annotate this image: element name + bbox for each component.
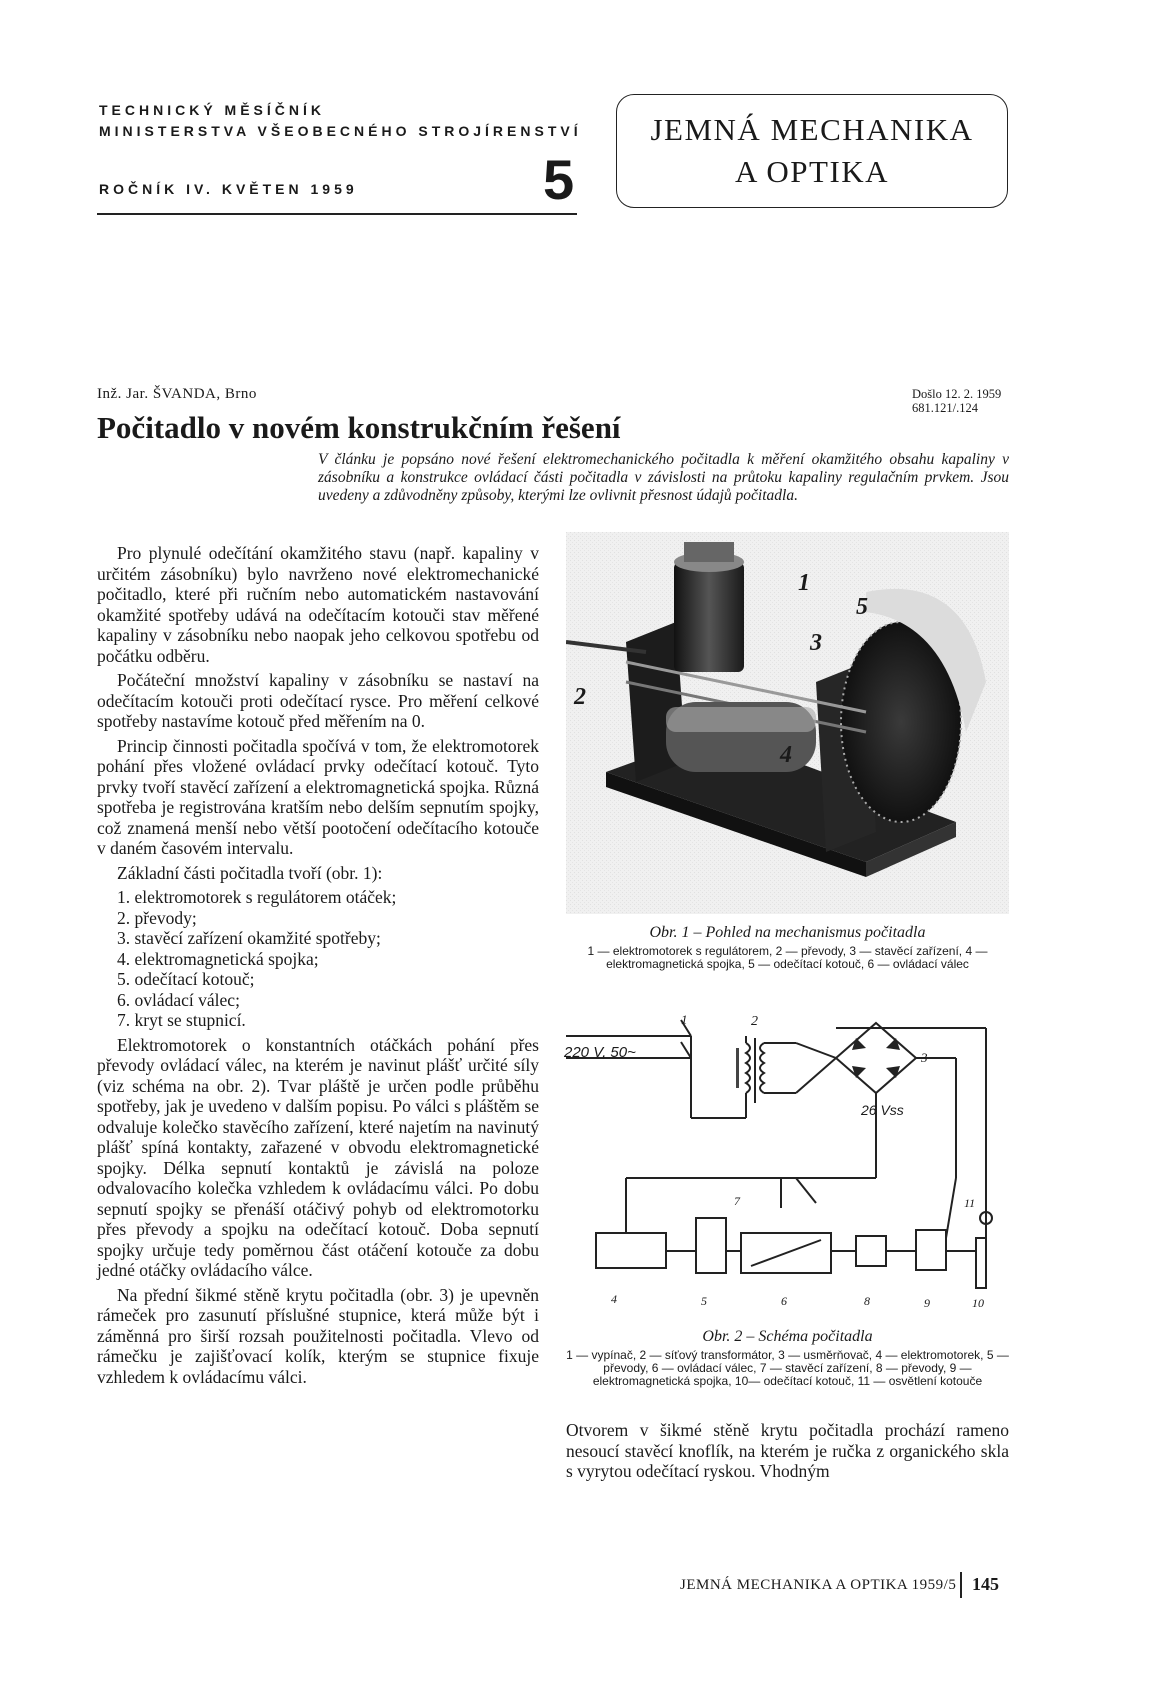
article-title: Počitadlo v novém konstrukčním řešení bbox=[97, 410, 621, 445]
right-column bbox=[566, 1420, 1009, 1486]
fig1-label-2: 2 bbox=[574, 684, 586, 710]
schem-num-6: 6 bbox=[781, 1294, 787, 1308]
schem-num-7: 7 bbox=[734, 1194, 740, 1208]
figure1-caption-title: Obr. 1 – Pohled na mechanismus počitadla bbox=[649, 924, 926, 941]
fig1-label-5: 5 bbox=[856, 594, 868, 620]
schem-num-1: 1 bbox=[681, 1012, 688, 1027]
figure1-caption-legend: 1 — elektromotorek s regulátorem, 2 — převody, 3 — stavěcí zařízení, 4 — elektromagnetická spojka, 5 — odečítací kotouč, 6 — ovládací válec bbox=[587, 944, 988, 971]
list-item: 5. odečítací kotouč; bbox=[117, 969, 255, 989]
article-abstract: V článku je popsáno nové řešení elektromechanického počitadla k měření okamžitého obsahu kapaliny v zásobníku a konstrukce ovládací části počitadla v závislosti na průtoku kapaliny regulačním prvkem. Jsou uvedeny a zdůvodněny způsoby, kterými lze ovlivnit přesnost údajů počitadla. bbox=[318, 451, 1009, 504]
schem-num-5: 5 bbox=[701, 1294, 707, 1308]
paragraph: Pro plynulé odečítání okamžitého stavu (např. kapaliny v určitém zásobníku) bylo navrženo nové elektromechanické počitadlo, které při ručním nebo automatickém nastavování okamžité spotřeby udává na odečítacím kotouči stav měřené kapaliny v zásobníku nebo naopak jeho celkovou spotřebu od počátku odběru. bbox=[97, 543, 539, 666]
list-item: 7. kryt se stupnicí. bbox=[117, 1010, 246, 1030]
schem-num-9: 9 bbox=[924, 1296, 930, 1310]
list-item: 6. ovládací válec; bbox=[117, 989, 240, 1010]
masthead-line1: TECHNICKÝ MĚSÍČNÍK bbox=[99, 102, 326, 118]
issue-number: 5 bbox=[543, 148, 575, 211]
schem-num-4: 4 bbox=[611, 1292, 617, 1306]
paragraph: Princip činnosti počitadla spočívá v tom, že elektromotorek pohání přes vložené ovládací prvky odečítací kotouč. Tyto prvky tvoří stavěcí zařízení a elektromagnetická spojka. Různá spotřeba je registrována kratším nebo delším sepnutím spojky, což znamená menší nebo větší pootočení odečítacího kotouče v daném časovém intervalu. bbox=[97, 735, 539, 858]
schem-num-11: 11 bbox=[964, 1196, 976, 1210]
list-item: 4. elektromagnetická spojka; bbox=[117, 948, 319, 969]
journal-title-line2: A OPTIKA bbox=[734, 154, 890, 189]
left-column bbox=[97, 543, 539, 1391]
paragraph: Počáteční množství kapaliny v zásobníku se nastaví na odečítacím kotouči proti odečítací rysce. Pro měření celkové spotřeby nastavíme kotouč před měřením na 0. bbox=[97, 670, 539, 731]
schem-num-8: 8 bbox=[864, 1294, 870, 1308]
paragraph: Elektromotorek o konstantních otáčkách pohání přes převody ovládací válec, na kterém je navinut plášť určité síly (viz schéma na obr. 2). Tvar pláště je určen podle průběhu spotřeby, jak je uvedeno v dalším popisu. Po válci s pláštěm se odvaluje kolečko stavěcího zařízení, které najetím na navinutý plášť spíná kontakty, zařazené v obvodu elektromagnetické spojky. Délka sepnutí kontaktů je závislá na poloze odvalovacího kolečka vzhledem k ovládacímu válci. Po dobu sepnutí spojky se přenáší otáčivý pohyb od elektromotorku přes převody a spojku na odečítací kotouč. Doba sepnutí spojky určuje tedy poměrnou část otáčení kotouče za dobu jedné otáčky ovládacího válce. bbox=[97, 1034, 539, 1280]
paragraph: Základní části počitadla tvoří (obr. 1): bbox=[117, 862, 383, 883]
figure2-caption-title: Obr. 2 – Schéma počitadla bbox=[702, 1328, 873, 1345]
author-line: Inž. Jar. ŠVANDA, Brno bbox=[97, 386, 257, 402]
fig1-label-1: 1 bbox=[798, 570, 810, 596]
page-number: 145 bbox=[972, 1574, 999, 1594]
paragraph: Otvorem v šikmé stěně krytu počitadla prochází rameno nesoucí stavěcí knoflík, na kterém je ručka z organického skla s vyrytou odečítací ryskou. Vhodným bbox=[566, 1420, 1009, 1481]
fig1-label-3: 3 bbox=[810, 630, 822, 656]
list-item: 1. elektromotorek s regulátorem otáček; bbox=[117, 887, 397, 907]
mechanism-photo bbox=[566, 532, 1009, 914]
dc-voltage-label: 26 Vss bbox=[861, 1102, 904, 1118]
paragraph: Na přední šikmé stěně krytu počitadla (obr. 3) je upevněn rámeček pro zasunutí příslušné stupnice, která může být i záměnná pro širší rozsah použitelnosti počitadla. Vlevo od rámečku je zajišťovací kolík, kterým se stupnice fixuje vzhledem k ovládacímu válci. bbox=[97, 1284, 539, 1387]
fig1-label-4: 4 bbox=[780, 742, 792, 768]
article-meta bbox=[912, 387, 1142, 415]
schem-num-10: 10 bbox=[972, 1296, 984, 1310]
list-item: 3. stavěcí zařízení okamžité spotřeby; bbox=[117, 928, 381, 948]
figure1-photo bbox=[566, 532, 1009, 914]
schem-num-2: 2 bbox=[751, 1014, 758, 1029]
masthead-line2: MINISTERSTVA VŠEOBECNÉHO STROJÍRENSTVÍ bbox=[99, 123, 582, 139]
masthead-rule bbox=[97, 213, 577, 215]
figure2-caption-legend: 1 — vypínač, 2 — síťový transformátor, 3 — usměrňovač, 4 — elektromotorek, 5 — převody, 6 — ovládací válec, 7 — stavěcí zařízení, 8 — převody, 9 — elektromagnetická spojka, 10— odečítací kotouč, 11 — osvětlení kotouče bbox=[566, 1348, 1009, 1388]
list-item: 2. převody; bbox=[117, 907, 197, 928]
footer-divider bbox=[960, 1572, 962, 1598]
footer-journal: JEMNÁ MECHANIKA A OPTIKA 1959/5 bbox=[680, 1577, 957, 1593]
schem-num-3: 3 bbox=[921, 1050, 928, 1065]
parts-list bbox=[97, 887, 539, 1031]
udc-code: 681.121/.124 bbox=[912, 401, 978, 415]
received-date: Došlo 12. 2. 1959 bbox=[912, 387, 1002, 401]
input-voltage-label: 220 V, 50~ bbox=[564, 1044, 636, 1061]
figure2-schematic bbox=[566, 1008, 1009, 1318]
volume-date: ROČNÍK IV. KVĚTEN 1959 bbox=[99, 181, 358, 197]
journal-title-box bbox=[616, 94, 1008, 208]
journal-title-line1: JEMNÁ MECHANIKA bbox=[650, 112, 974, 147]
